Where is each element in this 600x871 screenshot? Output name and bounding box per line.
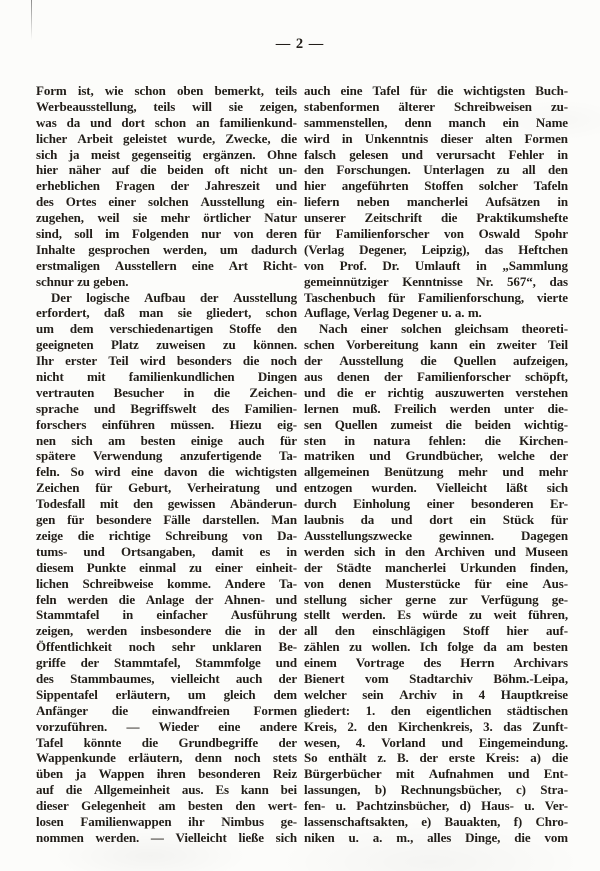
text-line: nen sich am besten einige auch für [36,432,297,448]
text-line: Anfänger die einwandfreien Formen [36,702,297,718]
text-line: diesem Punkte einmal zu einer einheit- [36,559,297,575]
text-line: Stammtafel in einfacher Ausführung [36,607,297,623]
text-line: falsch gelesen und verursacht Fehler in [304,146,568,162]
text-line: Nach einer solchen gleichsam theoreti- [319,321,568,337]
text-line: erfordert, daß man sie gliedert, schon [36,305,297,321]
text-line: lassungen, b) Rechnungsbücher, c) Stra- [304,782,568,798]
text-line: sten in natura fehlen: die Kirchen- [304,432,568,448]
text-line: sind, soll im Folgenden nur von deren [36,226,297,242]
text-line: losen Familienwappen ihr Nimbus ge- [36,813,297,829]
text-line: spätere Verwendung anzufertigende Ta- [36,448,297,464]
text-line: gemeinnütziger Kenntnisse Nr. 567“, das [304,273,568,289]
text-line: sich ja meist gegenseitig ergänzen. Ohne [36,146,297,162]
text-line: auch eine Tafel für die wichtigsten Buch- [304,83,568,98]
text-line: durch Einholung einer besonderen Er- [304,496,568,512]
text-line: forschers einführen müssen. Hiezu eig- [36,416,297,432]
text-line: sprache und Begriffswelt des Familien- [36,400,297,416]
text-line: Der logische Aufbau der Ausstellung [51,289,297,305]
text-line: von denen Musterstücke für eine Aus- [304,575,568,591]
text-line: matriken und Grundbücher, welche der [304,448,568,464]
text-line: üben ja Wappen ihren besonderen Reiz [36,766,297,782]
text-line: welcher sein Archiv in 4 Hauptkreise [304,686,568,702]
text-columns [36,83,568,846]
text-line: Taschenbuch für Familienforschung, vierte [304,289,568,305]
page-number: — 2 — [275,36,325,52]
text-line: hier angeführten Stoffen solcher Tafeln [304,178,568,194]
text-line: unserer Zeitschrift die Praktikumshefte [304,210,568,226]
text-line: Bienert vom Stadtarchiv Böhm.-Leipa, [304,670,568,686]
text-line: feln. So wird eine davon die wichtigsten [36,464,297,480]
text-line: erstmaligen Ausstellern eine Art Richt- [36,257,297,273]
text-line: So enthält z. B. der erste Kreis: a) die [304,750,568,766]
text-line: schnur zu geben. [36,273,129,289]
text-line: stellung sicher gerne zur Verfügung ge- [304,591,568,607]
text-line: Auflage, Verlag Degener u. a. m. [304,305,482,321]
text-line: fen- u. Pachtzinsbücher, d) Haus- u. Ver- [304,798,568,814]
text-line: griffe der Stammtafel, Stammfolge und [36,655,297,671]
text-line: entzogen wurden. Vielleicht läßt sich [304,480,568,496]
text-line: nommen werden. — Vielleicht ließe sich [36,829,297,845]
text-line: aus denen der Familienforscher schöpft, [304,369,568,385]
text-line: vorzuführen. — Wieder eine andere [36,718,297,734]
text-line: was da und dort schon an familienkund- [36,114,297,130]
text-line: von Prof. Dr. Umlauft in „Sammlung [304,257,568,273]
text-line: der Ausstellung die Quellen aufzeigen, [304,353,568,369]
text-line: nicht mit familienkundlichen Dingen [36,369,297,385]
text-line: gliedert: 1. den eigentlichen städtischen [304,702,568,718]
text-line: all den einschlägigen Stoff hier auf- [304,623,568,639]
text-line: Form ist, wie schon oben bemerkt, teils [36,83,297,98]
text-line: niken u. a. m., alles Dinge, die vom [304,829,568,845]
text-line: Tafel könnte die Grundbegriffe der [36,734,297,750]
text-line: wird in Unkenntnis dieser alten Formen [304,130,568,146]
text-line: tums- und Ortsangaben, damit es in [36,543,297,559]
text-line: dieser Gelegenheit am besten den wert- [36,798,297,814]
text-line: auf die Allgemeinheit aus. Es kann bei [36,782,297,798]
text-line: (Verlag Degener, Leipzig), das Heftchen [304,241,568,257]
text-line: allgemeinen Benützung mehr und mehr [304,464,568,480]
text-line: zählen zu wollen. Ich folge da am besten [304,639,568,655]
text-line: geeigneten Platz zuweisen zu können. [36,337,297,353]
text-line: der Städte mancherlei Urkunden finden, [304,559,568,575]
text-line: Sippentafel erläutern, um gleich dem [36,686,297,702]
text-column-right [304,83,568,846]
text-line: Wappenkunde erläutern, denn noch stets [36,750,297,766]
text-line: des Stammbaumes, vielleicht auch der [36,670,297,686]
text-line: schen Vorbereitung kann ein zweiter Teil [304,337,568,353]
text-line: licher Arbeit geleistet wurde, Zwecke, die [36,130,297,146]
text-line: des Ortes einer solchen Ausstellung ein- [36,194,297,210]
text-line: erheblichen Fragen der Jahreszeit und [36,178,297,194]
text-line: und die er richtig auszuwerten verstehen [304,384,568,400]
text-line: zeigen, werden insbesondere die in der [36,623,297,639]
text-line: lernen muß. Freilich werden unter die- [304,400,568,416]
text-line: Ihr erster Teil wird besonders die noch [36,353,297,369]
text-line: stabenformen älterer Schreibweisen zu- [304,98,568,114]
scan-artifact-line [31,0,32,40]
text-line: einem Vortrage des Herrn Archivars [304,655,568,671]
text-line: sammenstellen, denn manch ein Name [304,114,568,130]
text-line: Kreis, 2. den Kirchenkreis, 3. das Zunft- [304,718,568,734]
text-line: Bürgerbücher mit Aufnahmen und Ent- [304,766,568,782]
text-line: wesen, 4. Vorland und Eingemeindung. [304,734,568,750]
text-line: Zeichen für Geburt, Verheiratung und [36,480,297,496]
text-line: vertrauten Besucher in die Zeichen- [36,384,297,400]
text-line: Öffentlichkeit noch sehr unklaren Be- [36,639,297,655]
text-line: zugehen, weil sie mehr örtlicher Natur [36,210,297,226]
text-column-left [36,83,297,846]
text-line: lassenschaftsakten, e) Bauakten, f) Chro- [304,813,568,829]
text-line: den Forschungen. Unterlagen zu all den [304,162,568,178]
text-line: sen Quellen zumeist die beiden wichtig- [304,416,568,432]
text-line: gen für besondere Fälle darstellen. Man [36,512,297,528]
text-line: lichen Schreibweise komme. Andere Ta- [36,575,297,591]
text-line: Werbeausstellung, teils will sie zeigen, [36,98,297,114]
text-line: für Familienforscher von Oswald Spohr [304,226,568,242]
text-line: laubnis da und dort ein Stück für [304,512,568,528]
text-line: werden sich in den Archiven und Museen [304,543,568,559]
text-line: um dem verschiedenartigen Stoffe den [36,321,297,337]
text-line: liefern neben mancherlei Aufsätzen in [304,194,568,210]
text-line: Ausstellungszwecke gewinnen. Dagegen [304,527,568,543]
text-line: stellt werden. Es würde zu weit führen, [304,607,568,623]
text-line: hier näher auf die beiden oft nicht un- [36,162,297,178]
text-line: Inhalte gesprochen werden, um dadurch [36,241,297,257]
text-line: zeige die richtige Schreibung von Da- [36,527,297,543]
text-line: feln werden die Anlage der Ahnen- und [36,591,297,607]
text-line: Todesfall mit den gewissen Abänderun- [36,496,297,512]
